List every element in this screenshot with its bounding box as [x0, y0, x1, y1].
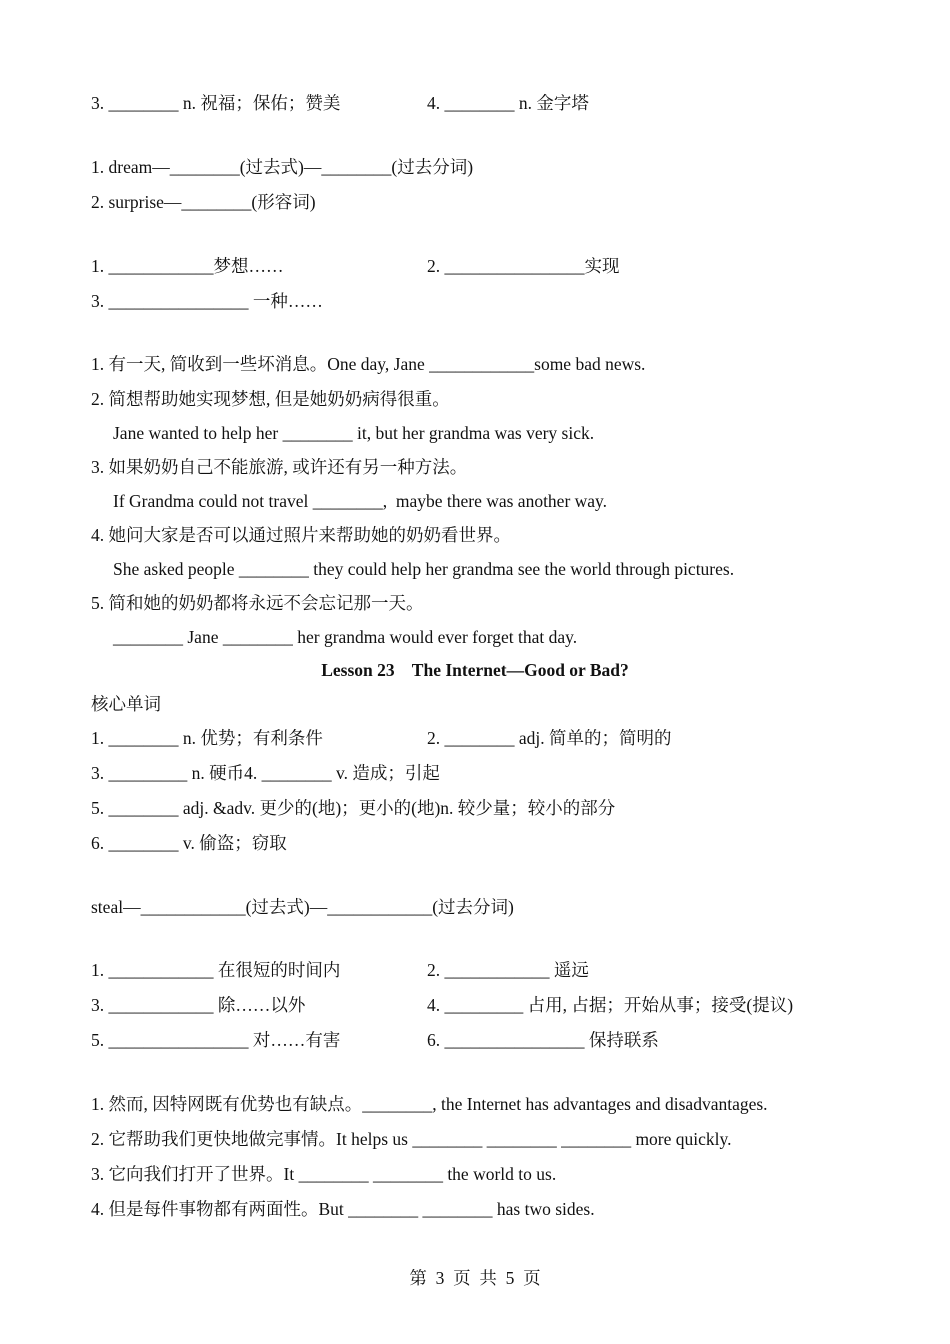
vocab-item-advantage: 1. ________ n. 优势；有利条件	[91, 728, 323, 748]
sentence-2: 2. 它帮助我们更快地做完事情。It helps us ________ ________ ________ more quickly.	[91, 1129, 732, 1149]
sentence-3: 3. 它向我们打开了世界。It ________ ________ the world to us.	[91, 1164, 557, 1184]
vocab-item-steal: 6. ________ v. 偷盗；窃取	[91, 833, 287, 853]
phrase-item-2: 2. ________________实现	[427, 256, 620, 276]
sentence-3-cn: 3. 如果奶奶自己不能旅游, 或许还有另一种方法。	[91, 457, 468, 477]
sentence-2-cn: 2. 简想帮助她实现梦想, 但是她奶奶病得很重。	[91, 389, 450, 409]
word-form-dream: 1. dream—________(过去式)—________(过去分词)	[91, 157, 474, 177]
vocab-item-pyramid: 4. ________ n. 金字塔	[427, 93, 589, 113]
sentence-1: 1. 然而, 因特网既有优势也有缺点。________, the Internet has advantages and disadvantages.	[91, 1094, 768, 1114]
sentence-5-en: ________ Jane ________ her grandma would ever forget that day.	[113, 627, 578, 647]
sentence-4-cn: 4. 她问大家是否可以通过照片来帮助她的奶奶看世界。	[91, 525, 511, 545]
phrase-item-3: 3. ____________ 除……以外	[91, 995, 306, 1015]
phrase-item-3: 3. ________________ 一种……	[91, 291, 323, 311]
sentence-1: 1. 有一天, 简收到一些坏消息。One day, Jane ____________some bad news.	[91, 354, 646, 374]
phrase-item-4: 4. _________ 占用, 占据；开始从事；接受(提议)	[427, 995, 794, 1015]
sentence-3-en: If Grandma could not travel ________, maybe there was another way.	[113, 491, 608, 511]
phrase-item-1: 1. ____________ 在很短的时间内	[91, 960, 341, 980]
sentence-5-cn: 5. 简和她的奶奶都将永远不会忘记那一天。	[91, 593, 424, 613]
vocab-item-simple: 2. ________ adj. 简单的；简明的	[427, 728, 672, 748]
page-footer: 第 3 页 共 5 页	[409, 1268, 541, 1288]
sentence-4-en: She asked people ________ they could help her grandma see the world through pictures.	[113, 559, 735, 579]
section-heading-core-words: 核心单词	[91, 694, 161, 714]
vocab-item-coin-cause: 3. _________ n. 硬币4. ________ v. 造成；引起	[91, 763, 440, 783]
phrase-item-6: 6. ________________ 保持联系	[427, 1030, 659, 1050]
sentence-2-en: Jane wanted to help her ________ it, but her grandma was very sick.	[113, 423, 595, 443]
phrase-item-5: 5. ________________ 对……有害	[91, 1030, 341, 1050]
sentence-4: 4. 但是每件事物都有两面性。But ________ ________ has two sides.	[91, 1199, 595, 1219]
word-form-steal: steal—____________(过去式)—____________(过去分词)	[91, 897, 514, 917]
vocab-item-blessing: 3. ________ n. 祝福；保佑；赞美	[91, 93, 341, 113]
lesson-title: Lesson 23 The Internet—Good or Bad?	[321, 660, 629, 680]
vocab-item-less: 5. ________ adj. &adv. 更少的(地)；更小的(地)n. 较少量；较小的部分	[91, 798, 616, 818]
word-form-surprise: 2. surprise—________(形容词)	[91, 192, 316, 212]
phrase-item-2: 2. ____________ 遥远	[427, 960, 589, 980]
phrase-item-1: 1. ____________梦想……	[91, 256, 284, 276]
